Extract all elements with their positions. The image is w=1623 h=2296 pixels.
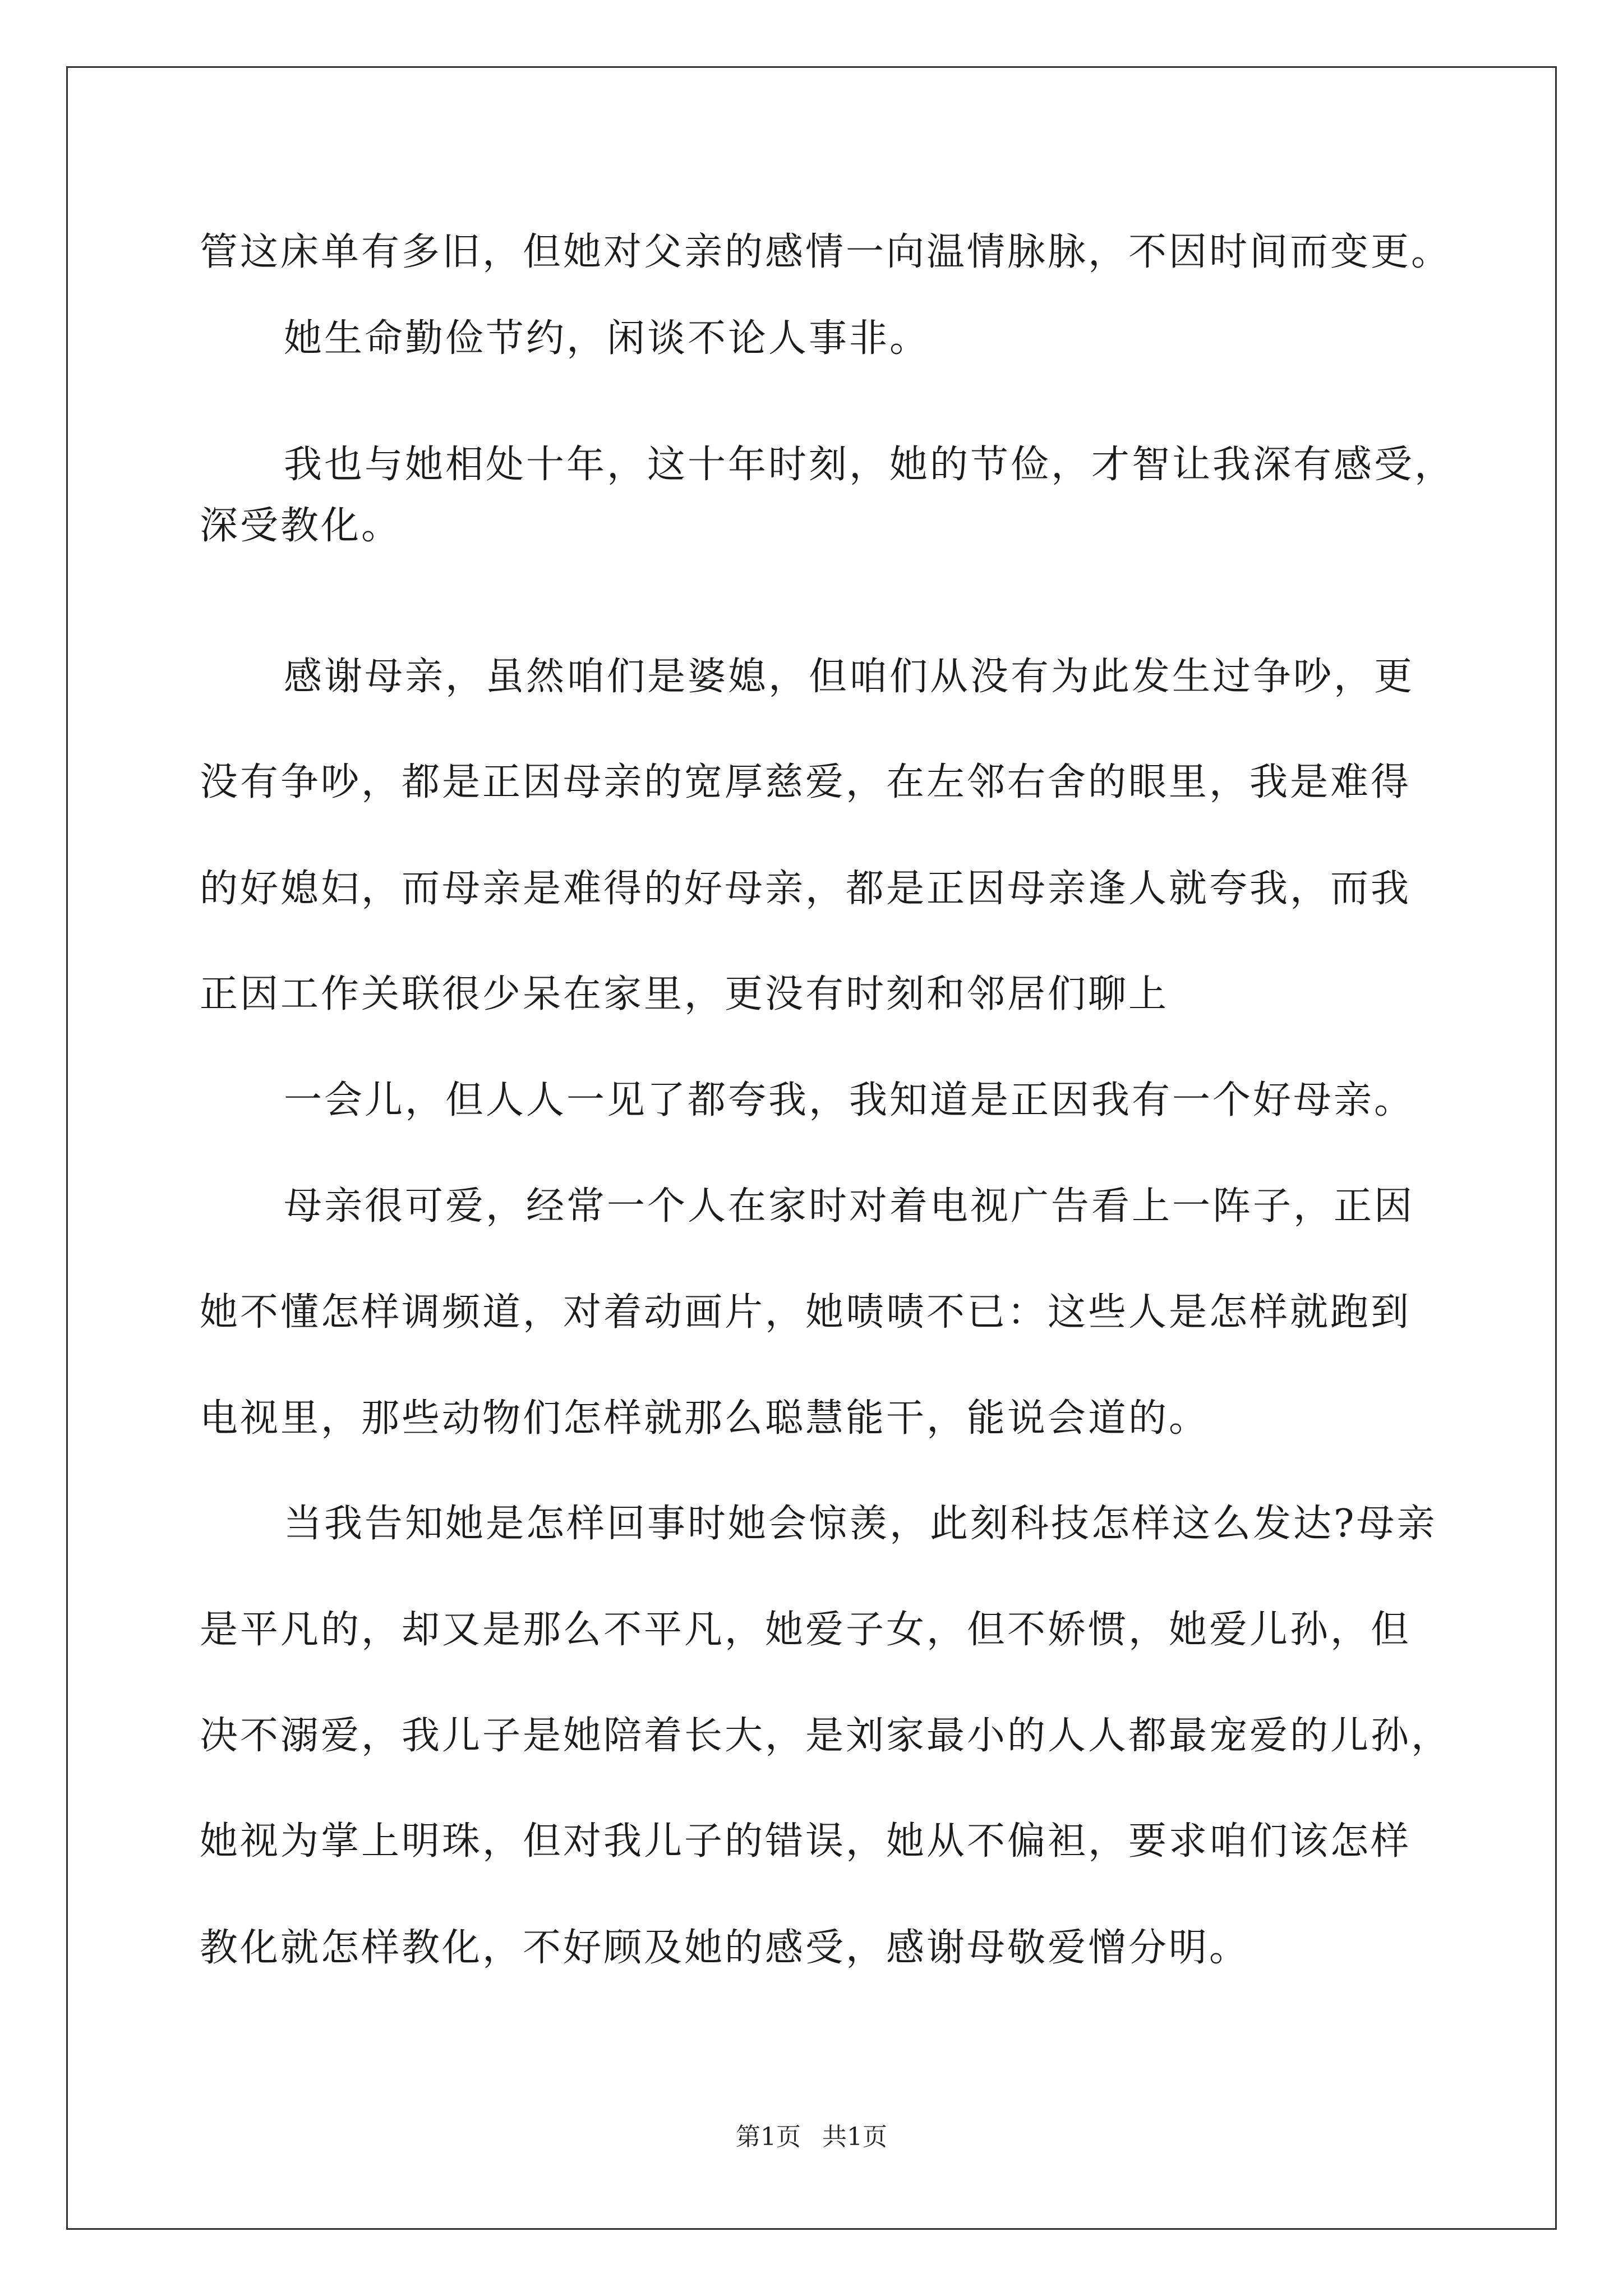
text-line: 她生命勤俭节约，闲谈不论人事非。 bbox=[284, 316, 930, 361]
text-line: 我也与她相处十年，这十年时刻，她的节俭，才智让我深有感受， bbox=[284, 443, 1455, 487]
page-border bbox=[66, 66, 1557, 2230]
text-line: 没有争吵，都是正因母亲的宽厚慈爱，在左邻右舍的眼里，我是难得 bbox=[200, 760, 1412, 804]
text-line: 正因工作关联很少呆在家里，更没有时刻和邻居们聊上 bbox=[200, 972, 1169, 1016]
text-line: 她视为掌上明珠，但对我儿子的错误，她从不偏袒，要求咱们该怎样 bbox=[200, 1819, 1412, 1864]
text-line: 决不溺爱，我儿子是她陪着长大，是刘家最小的人人都最宠爱的儿孙， bbox=[200, 1714, 1452, 1758]
page-footer bbox=[0, 2120, 1623, 2154]
text-line: 感谢母亲，虽然咱们是婆媳，但咱们从没有为此发生过争吵，更 bbox=[284, 655, 1415, 699]
text-line: 的好媳妇，而母亲是难得的好母亲，都是正因母亲逢人就夸我，而我 bbox=[200, 867, 1412, 911]
page-total: 共1页 bbox=[822, 2123, 887, 2151]
text-line: 一会儿，但人人一见了都夸我，我知道是正因我有一个好母亲。 bbox=[284, 1078, 1415, 1122]
text-line: 管这床单有多旧，但她对父亲的感情一向温情脉脉，不因时间而变更。 bbox=[200, 230, 1452, 274]
text-line: 她不懂怎样调频道，对着动画片，她啧啧不已：这些人是怎样就跑到 bbox=[200, 1290, 1412, 1335]
page-number: 第1页 bbox=[736, 2123, 801, 2151]
text-line: 当我告知她是怎样回事时她会惊羡，此刻科技怎样这么发达?母亲 bbox=[284, 1502, 1437, 1546]
text-line: 电视里，那些动物们怎样就那么聪慧能干，能说会道的。 bbox=[200, 1396, 1210, 1441]
text-line: 母亲很可爱，经常一个人在家时对着电视广告看上一阵子，正因 bbox=[284, 1184, 1415, 1228]
text-line: 深受教化。 bbox=[200, 504, 402, 548]
text-line: 是平凡的，却又是那么不平凡，她爱子女，但不娇惯，她爱儿孙，但 bbox=[200, 1608, 1412, 1652]
text-line: 教化就怎样教化，不好顾及她的感受，感谢母敬爱憎分明。 bbox=[200, 1926, 1250, 1970]
